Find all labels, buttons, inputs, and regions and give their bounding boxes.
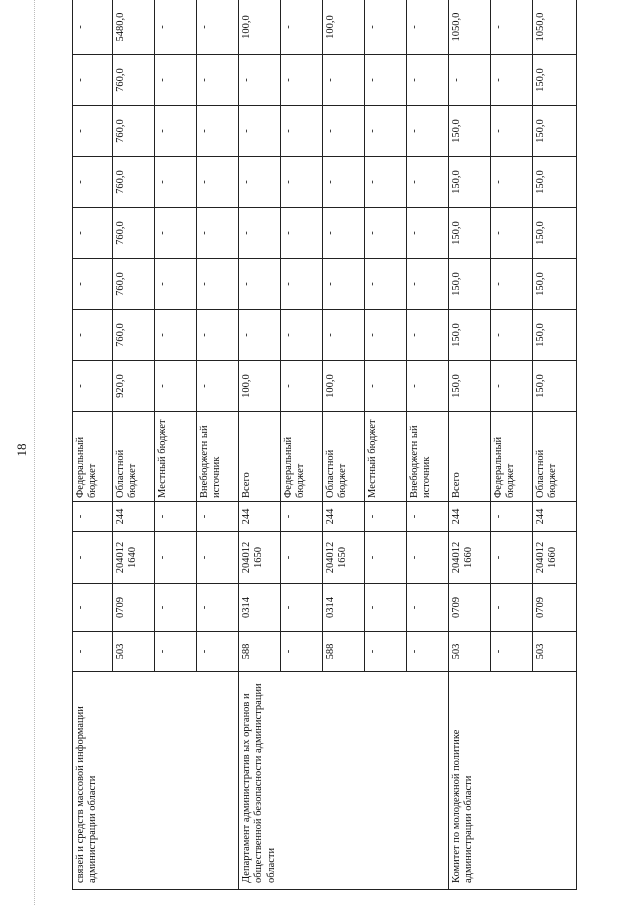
cell-y1: 100,0 <box>239 361 281 412</box>
cell-total: - <box>73 0 113 55</box>
cell-rz_pr: 0314 <box>323 584 365 632</box>
cell-y7: - <box>73 55 113 106</box>
cell-vr: - <box>197 502 239 532</box>
cell-organization <box>533 672 577 890</box>
cell-y1: - <box>73 361 113 412</box>
cell-y1: - <box>365 361 407 412</box>
cell-y2: - <box>365 310 407 361</box>
cell-y3: - <box>197 259 239 310</box>
cell-y6: - <box>323 106 365 157</box>
cell-source: Федеральный бюджет <box>281 412 323 502</box>
cell-y2: - <box>73 310 113 361</box>
cell-vr: - <box>365 502 407 532</box>
cell-vr: 244 <box>533 502 577 532</box>
cell-organization <box>155 672 197 890</box>
cell-y7: - <box>491 55 533 106</box>
cell-csr: - <box>197 532 239 584</box>
cell-y3: - <box>239 259 281 310</box>
cell-y5: - <box>323 157 365 208</box>
cell-y5: - <box>491 157 533 208</box>
cell-source: Всего <box>449 412 491 502</box>
table-row <box>73 0 113 890</box>
cell-y3: - <box>407 259 449 310</box>
cell-y7: - <box>239 55 281 106</box>
cell-total: - <box>491 0 533 55</box>
cell-y6: - <box>491 106 533 157</box>
cell-y3: - <box>491 259 533 310</box>
cell-grbs: - <box>155 632 197 672</box>
cell-y2: - <box>323 310 365 361</box>
cell-y6: - <box>73 106 113 157</box>
cell-y1: - <box>197 361 239 412</box>
cell-grbs: - <box>491 632 533 672</box>
cell-y6: - <box>155 106 197 157</box>
scan-artifact-line <box>34 0 35 905</box>
cell-y4: 150,0 <box>449 208 491 259</box>
table-row <box>365 0 407 890</box>
table-row <box>239 0 281 890</box>
cell-rz_pr: - <box>73 584 113 632</box>
cell-y7: 150,0 <box>533 55 577 106</box>
cell-y2: 760,0 <box>113 310 155 361</box>
cell-y1: - <box>281 361 323 412</box>
cell-y1: - <box>407 361 449 412</box>
cell-rz_pr: - <box>281 584 323 632</box>
cell-y5: 150,0 <box>533 157 577 208</box>
cell-y5: - <box>365 157 407 208</box>
cell-y7: - <box>281 55 323 106</box>
cell-csr: - <box>281 532 323 584</box>
cell-organization <box>407 672 449 890</box>
cell-y3: 150,0 <box>533 259 577 310</box>
cell-vr: - <box>155 502 197 532</box>
cell-source: Областной бюджет <box>113 412 155 502</box>
cell-grbs: 588 <box>323 632 365 672</box>
table-row <box>281 0 323 890</box>
cell-y6: - <box>365 106 407 157</box>
cell-csr: 204012 1650 <box>239 532 281 584</box>
cell-source: Федеральный бюджет <box>73 412 113 502</box>
cell-grbs: - <box>73 632 113 672</box>
cell-vr: - <box>73 502 113 532</box>
cell-organization <box>365 672 407 890</box>
cell-y5: - <box>407 157 449 208</box>
cell-y3: 150,0 <box>449 259 491 310</box>
cell-y7: 760,0 <box>113 55 155 106</box>
cell-vr: 244 <box>449 502 491 532</box>
cell-rz_pr: - <box>407 584 449 632</box>
page-number: 18 <box>14 443 29 457</box>
cell-source: Областной бюджет <box>533 412 577 502</box>
rotated-table-wrapper <box>72 12 576 890</box>
cell-y2: - <box>197 310 239 361</box>
cell-grbs: 503 <box>449 632 491 672</box>
cell-rz_pr: - <box>155 584 197 632</box>
cell-total: - <box>365 0 407 55</box>
cell-y5: - <box>197 157 239 208</box>
cell-rz_pr: - <box>197 584 239 632</box>
table-row <box>407 0 449 890</box>
cell-organization: Комитет по молодежной политике администрации области <box>449 672 491 890</box>
cell-y7: - <box>449 55 491 106</box>
table-row <box>323 0 365 890</box>
cell-y2: - <box>281 310 323 361</box>
cell-grbs: 503 <box>533 632 577 672</box>
cell-y2: 150,0 <box>533 310 577 361</box>
cell-source: Всего <box>239 412 281 502</box>
cell-total: - <box>197 0 239 55</box>
cell-y4: - <box>73 208 113 259</box>
cell-source: Областной бюджет <box>323 412 365 502</box>
cell-grbs: 588 <box>239 632 281 672</box>
cell-total: 1050,0 <box>449 0 491 55</box>
cell-y6: 150,0 <box>533 106 577 157</box>
cell-y3: - <box>73 259 113 310</box>
cell-organization <box>113 672 155 890</box>
cell-y5: 760,0 <box>113 157 155 208</box>
cell-y7: - <box>365 55 407 106</box>
cell-y6: - <box>407 106 449 157</box>
cell-y1: - <box>155 361 197 412</box>
cell-y2: - <box>407 310 449 361</box>
cell-organization: связей и средств массовой информации администрации области <box>73 672 113 890</box>
cell-total: 1050,0 <box>533 0 577 55</box>
cell-source: Внебюджетн ый источник <box>197 412 239 502</box>
cell-grbs: - <box>197 632 239 672</box>
cell-y1: 150,0 <box>449 361 491 412</box>
cell-y1: 150,0 <box>533 361 577 412</box>
cell-grbs: - <box>407 632 449 672</box>
cell-rz_pr: - <box>491 584 533 632</box>
cell-y7: - <box>323 55 365 106</box>
cell-organization <box>281 672 323 890</box>
cell-y2: - <box>491 310 533 361</box>
cell-y5: - <box>155 157 197 208</box>
cell-y4: - <box>491 208 533 259</box>
cell-y4: - <box>323 208 365 259</box>
table-row <box>533 0 577 890</box>
cell-vr: 244 <box>239 502 281 532</box>
table-row <box>113 0 155 890</box>
cell-y6: 150,0 <box>449 106 491 157</box>
cell-y1: 920,0 <box>113 361 155 412</box>
cell-total: 100,0 <box>239 0 281 55</box>
cell-y3: 760,0 <box>113 259 155 310</box>
cell-csr: - <box>73 532 113 584</box>
cell-rz_pr: 0709 <box>113 584 155 632</box>
cell-y6: - <box>281 106 323 157</box>
cell-y4: - <box>281 208 323 259</box>
cell-vr: 244 <box>113 502 155 532</box>
cell-organization <box>197 672 239 890</box>
cell-y4: - <box>155 208 197 259</box>
cell-rz_pr: 0709 <box>449 584 491 632</box>
cell-rz_pr: 0709 <box>533 584 577 632</box>
cell-csr: 204012 1640 <box>113 532 155 584</box>
cell-source: Федеральный бюджет <box>491 412 533 502</box>
cell-total: 5480,0 <box>113 0 155 55</box>
cell-vr: - <box>281 502 323 532</box>
cell-y4: - <box>365 208 407 259</box>
cell-y3: - <box>155 259 197 310</box>
cell-total: - <box>407 0 449 55</box>
cell-y5: 150,0 <box>449 157 491 208</box>
cell-rz_pr: - <box>365 584 407 632</box>
cell-y2: - <box>155 310 197 361</box>
cell-y1: 100,0 <box>323 361 365 412</box>
cell-grbs: - <box>365 632 407 672</box>
cell-grbs: - <box>281 632 323 672</box>
cell-source: Местный бюджет <box>365 412 407 502</box>
table-row <box>491 0 533 890</box>
cell-y1: - <box>491 361 533 412</box>
cell-source: Внебюджетн ый источник <box>407 412 449 502</box>
cell-vr: - <box>491 502 533 532</box>
cell-vr: - <box>407 502 449 532</box>
cell-y5: - <box>281 157 323 208</box>
cell-y7: - <box>197 55 239 106</box>
cell-csr: 204012 1650 <box>323 532 365 584</box>
cell-y7: - <box>155 55 197 106</box>
cell-rz_pr: 0314 <box>239 584 281 632</box>
cell-organization <box>323 672 365 890</box>
cell-y6: - <box>239 106 281 157</box>
cell-grbs: 503 <box>113 632 155 672</box>
table-row <box>155 0 197 890</box>
cell-organization: Департамент административ ых органов и общественной безопасности администрации области <box>239 672 281 890</box>
cell-y4: - <box>407 208 449 259</box>
cell-y4: - <box>239 208 281 259</box>
cell-csr: - <box>155 532 197 584</box>
cell-y4: 760,0 <box>113 208 155 259</box>
cell-y7: - <box>407 55 449 106</box>
cell-total: 100,0 <box>323 0 365 55</box>
cell-y6: 760,0 <box>113 106 155 157</box>
cell-total: - <box>281 0 323 55</box>
cell-y3: - <box>323 259 365 310</box>
cell-csr: - <box>365 532 407 584</box>
cell-csr: 204012 1660 <box>449 532 491 584</box>
cell-y3: - <box>281 259 323 310</box>
cell-y5: - <box>239 157 281 208</box>
cell-organization <box>491 672 533 890</box>
cell-vr: 244 <box>323 502 365 532</box>
cell-y3: - <box>365 259 407 310</box>
cell-csr: - <box>491 532 533 584</box>
cell-y4: - <box>197 208 239 259</box>
budget-table <box>72 0 577 890</box>
cell-source: Местный бюджет <box>155 412 197 502</box>
cell-y4: 150,0 <box>533 208 577 259</box>
cell-y6: - <box>197 106 239 157</box>
cell-csr: - <box>407 532 449 584</box>
cell-y5: - <box>73 157 113 208</box>
cell-csr: 204012 1660 <box>533 532 577 584</box>
cell-y2: 150,0 <box>449 310 491 361</box>
cell-total: - <box>155 0 197 55</box>
table-row <box>197 0 239 890</box>
cell-y2: - <box>239 310 281 361</box>
table-row <box>449 0 491 890</box>
